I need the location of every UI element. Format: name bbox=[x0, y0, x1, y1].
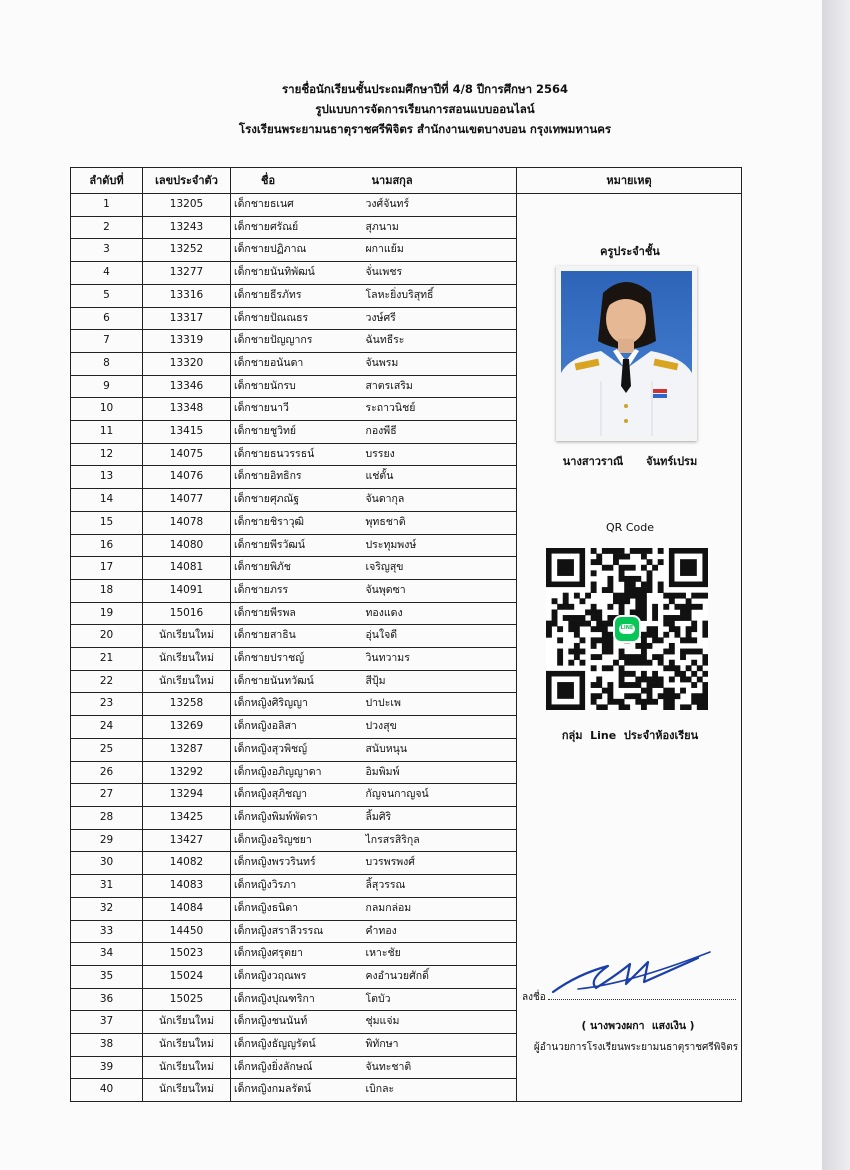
row-first-name: เด็กหญิงธนิดา bbox=[231, 897, 364, 920]
row-first-name: เด็กหญิงศรุตยา bbox=[231, 943, 364, 966]
row-no: 37 bbox=[71, 1011, 143, 1034]
row-student-id: 13252 bbox=[143, 239, 231, 262]
row-student-id: 13427 bbox=[143, 829, 231, 852]
qr-caption: กลุ่ม Line ประจำห้องเรียน bbox=[561, 729, 699, 742]
row-no: 23 bbox=[71, 693, 143, 716]
row-no: 1 bbox=[71, 194, 143, 217]
row-first-name: เด็กชายอนันดา bbox=[231, 352, 364, 375]
row-student-id: 13258 bbox=[143, 693, 231, 716]
row-no: 25 bbox=[71, 738, 143, 761]
row-no: 24 bbox=[71, 716, 143, 739]
row-no: 16 bbox=[71, 534, 143, 557]
row-first-name: เด็กชายศรัณย์ bbox=[231, 216, 364, 239]
row-first-name: เด็กหญิงวิรภา bbox=[231, 875, 364, 898]
row-student-id: 15025 bbox=[143, 988, 231, 1011]
header-name: ชื่อ bbox=[231, 168, 364, 194]
row-first-name: เด็กหญิงชนนันท์ bbox=[231, 1011, 364, 1034]
teacher-name: นางสาวราณี จันทร์เปรม bbox=[562, 455, 698, 468]
row-no: 33 bbox=[71, 920, 143, 943]
row-student-id: นักเรียนใหม่ bbox=[143, 1056, 231, 1079]
row-student-id: 13277 bbox=[143, 262, 231, 285]
row-no: 29 bbox=[71, 829, 143, 852]
row-no: 30 bbox=[71, 852, 143, 875]
header-remark: หมายเหตุ bbox=[517, 168, 742, 194]
row-surname: เบิกละ bbox=[364, 1079, 517, 1102]
row-no: 12 bbox=[71, 443, 143, 466]
row-first-name: เด็กชายพีรพล bbox=[231, 602, 364, 625]
row-student-id: นักเรียนใหม่ bbox=[143, 1079, 231, 1102]
line-logo-icon bbox=[613, 615, 641, 643]
row-student-id: 13316 bbox=[143, 284, 231, 307]
row-first-name: เด็กชายปัณณธร bbox=[231, 307, 364, 330]
row-no: 10 bbox=[71, 398, 143, 421]
row-no: 8 bbox=[71, 352, 143, 375]
row-surname: กัญจนกาญจน์ bbox=[364, 784, 517, 807]
header-id: เลขประจำตัว bbox=[143, 168, 231, 194]
row-student-id: 15024 bbox=[143, 965, 231, 988]
row-student-id: 14091 bbox=[143, 579, 231, 602]
row-surname: เหาะชัย bbox=[364, 943, 517, 966]
row-student-id: นักเรียนใหม่ bbox=[143, 648, 231, 671]
row-no: 15 bbox=[71, 511, 143, 534]
director-signature bbox=[548, 944, 718, 1004]
row-no: 26 bbox=[71, 761, 143, 784]
row-first-name: เด็กชายพีรวัฒน์ bbox=[231, 534, 364, 557]
row-surname: ฉันทธีระ bbox=[364, 330, 517, 353]
row-no: 18 bbox=[71, 579, 143, 602]
row-no: 27 bbox=[71, 784, 143, 807]
row-student-id: 13346 bbox=[143, 375, 231, 398]
row-no: 14 bbox=[71, 489, 143, 512]
table-row bbox=[71, 194, 742, 217]
row-surname: จันดากุล bbox=[364, 489, 517, 512]
row-surname: พุทธชาติ bbox=[364, 511, 517, 534]
row-surname: กลมกล่อม bbox=[364, 897, 517, 920]
row-first-name: เด็กหญิงพิมพ์พัดรา bbox=[231, 806, 364, 829]
signer-title: ผู้อำนวยการโรงเรียนพระยามนธาตุราชศรีพิจิตร bbox=[533, 1042, 739, 1053]
row-first-name: เด็กชายชูวิทย์ bbox=[231, 421, 364, 444]
row-surname: ทองแดง bbox=[364, 602, 517, 625]
header-no: ลำดับที่ bbox=[71, 168, 143, 194]
teacher-photo bbox=[556, 266, 697, 441]
row-first-name: เด็กชายปัญญากร bbox=[231, 330, 364, 353]
row-surname: โลหะยิ่งบริสุทธิ์ bbox=[364, 284, 517, 307]
row-first-name: เด็กหญิงพรวรินทร์ bbox=[231, 852, 364, 875]
row-student-id: นักเรียนใหม่ bbox=[143, 670, 231, 693]
row-surname: สนับหนุน bbox=[364, 738, 517, 761]
row-first-name: เด็กหญิงอริญชยา bbox=[231, 829, 364, 852]
row-surname: ผกาแย้ม bbox=[364, 239, 517, 262]
row-student-id: 13425 bbox=[143, 806, 231, 829]
row-surname: ระถาวนิชย์ bbox=[364, 398, 517, 421]
row-no: 36 bbox=[71, 988, 143, 1011]
row-no: 4 bbox=[71, 262, 143, 285]
row-student-id: 14076 bbox=[143, 466, 231, 489]
row-student-id: 14084 bbox=[143, 897, 231, 920]
row-first-name: เด็กชายสาธิน bbox=[231, 625, 364, 648]
row-surname: บวรพรพงศ์ bbox=[364, 852, 517, 875]
row-surname: แช่ตั้น bbox=[364, 466, 517, 489]
line-group-qr-code bbox=[546, 548, 708, 710]
row-first-name: เด็กหญิงยิ่งลักษณ์ bbox=[231, 1056, 364, 1079]
sign-label: ลงชื่อ bbox=[522, 992, 546, 1003]
row-no: 20 bbox=[71, 625, 143, 648]
row-student-id: 13292 bbox=[143, 761, 231, 784]
row-no: 40 bbox=[71, 1079, 143, 1102]
row-first-name: เด็กหญิงศิริญญา bbox=[231, 693, 364, 716]
row-first-name: เด็กชายภรร bbox=[231, 579, 364, 602]
qr-label: QR Code bbox=[606, 521, 654, 534]
row-no: 11 bbox=[71, 421, 143, 444]
row-first-name: เด็กชายนันทวัฒน์ bbox=[231, 670, 364, 693]
row-first-name: เด็กหญิงอลิสา bbox=[231, 716, 364, 739]
scan-edge bbox=[822, 0, 850, 1170]
row-no: 38 bbox=[71, 1034, 143, 1057]
row-no: 7 bbox=[71, 330, 143, 353]
row-surname: วินทวามร bbox=[364, 648, 517, 671]
row-student-id: นักเรียนใหม่ bbox=[143, 625, 231, 648]
row-no: 39 bbox=[71, 1056, 143, 1079]
row-student-id: 13269 bbox=[143, 716, 231, 739]
row-first-name: เด็กชายนันทิพัฒน์ bbox=[231, 262, 364, 285]
row-surname: ประทุมพงษ์ bbox=[364, 534, 517, 557]
row-surname: กองพีธี bbox=[364, 421, 517, 444]
row-first-name: เด็กหญิงสุวพิชญ์ bbox=[231, 738, 364, 761]
signature-line bbox=[548, 999, 736, 1000]
row-no: 32 bbox=[71, 897, 143, 920]
row-surname: คงอำนวยศักดิ์ bbox=[364, 965, 517, 988]
row-surname: วงษ์ศรี bbox=[364, 307, 517, 330]
row-no: 5 bbox=[71, 284, 143, 307]
row-first-name: เด็กชายชิราวุฒิ bbox=[231, 511, 364, 534]
row-first-name: เด็กชายปราชญ์ bbox=[231, 648, 364, 671]
row-first-name: เด็กหญิงธัญญรัตน์ bbox=[231, 1034, 364, 1057]
row-surname: โตบัว bbox=[364, 988, 517, 1011]
row-first-name: เด็กชายนักรบ bbox=[231, 375, 364, 398]
row-student-id: 14082 bbox=[143, 852, 231, 875]
row-no: 6 bbox=[71, 307, 143, 330]
row-surname: จันทะชาติ bbox=[364, 1056, 517, 1079]
row-first-name: เด็กชายอิทธิกร bbox=[231, 466, 364, 489]
row-student-id: นักเรียนใหม่ bbox=[143, 1011, 231, 1034]
teacher-portrait bbox=[561, 271, 692, 436]
row-student-id: 14081 bbox=[143, 557, 231, 580]
row-surname: จันพรม bbox=[364, 352, 517, 375]
row-surname: คำทอง bbox=[364, 920, 517, 943]
teacher-caption: ครูประจำชั้น bbox=[600, 245, 660, 258]
row-surname: พิทักษา bbox=[364, 1034, 517, 1057]
row-no: 13 bbox=[71, 466, 143, 489]
row-surname: อิมพิมพ์ bbox=[364, 761, 517, 784]
row-student-id: 14080 bbox=[143, 534, 231, 557]
row-first-name: เด็กชายศุภณัฐ bbox=[231, 489, 364, 512]
row-student-id: 14450 bbox=[143, 920, 231, 943]
row-student-id: 13294 bbox=[143, 784, 231, 807]
row-student-id: 15016 bbox=[143, 602, 231, 625]
row-student-id: 13348 bbox=[143, 398, 231, 421]
row-surname: จันพุดซา bbox=[364, 579, 517, 602]
row-student-id: 14075 bbox=[143, 443, 231, 466]
row-no: 3 bbox=[71, 239, 143, 262]
row-student-id: 14077 bbox=[143, 489, 231, 512]
row-no: 2 bbox=[71, 216, 143, 239]
row-first-name: เด็กหญิงปุณฑริกา bbox=[231, 988, 364, 1011]
row-surname: สีปุ้ม bbox=[364, 670, 517, 693]
header-surname: นามสกุล bbox=[364, 168, 517, 194]
row-first-name: เด็กหญิงวฤณพร bbox=[231, 965, 364, 988]
row-first-name: เด็กชายธเนศ bbox=[231, 194, 364, 217]
row-surname: อุ่นใจดี bbox=[364, 625, 517, 648]
row-surname: บรรยง bbox=[364, 443, 517, 466]
row-student-id: 13320 bbox=[143, 352, 231, 375]
row-surname: ลิ้มศิริ bbox=[364, 806, 517, 829]
row-surname: ชุ่มแจ่ม bbox=[364, 1011, 517, 1034]
row-first-name: เด็กชายพิภัช bbox=[231, 557, 364, 580]
row-student-id: 13205 bbox=[143, 194, 231, 217]
row-student-id: 15023 bbox=[143, 943, 231, 966]
row-surname: วงศ์จันทร์ bbox=[364, 194, 517, 217]
row-surname: ลิ้สุวรรณ bbox=[364, 875, 517, 898]
row-no: 31 bbox=[71, 875, 143, 898]
row-first-name: เด็กชายธีรภัทร bbox=[231, 284, 364, 307]
row-first-name: เด็กหญิงอภิญญาดา bbox=[231, 761, 364, 784]
row-student-id: 13415 bbox=[143, 421, 231, 444]
row-first-name: เด็กชายปฏิภาณ bbox=[231, 239, 364, 262]
row-student-id: 14083 bbox=[143, 875, 231, 898]
line-logo-text: LINE bbox=[620, 625, 634, 631]
row-first-name: เด็กหญิงสราลีวรรณ bbox=[231, 920, 364, 943]
row-no: 35 bbox=[71, 965, 143, 988]
table-header-row bbox=[71, 168, 742, 194]
row-no: 22 bbox=[71, 670, 143, 693]
row-student-id: นักเรียนใหม่ bbox=[143, 1034, 231, 1057]
row-no: 34 bbox=[71, 943, 143, 966]
row-first-name: เด็กหญิงสุภิชญา bbox=[231, 784, 364, 807]
row-surname: ปวงสุข bbox=[364, 716, 517, 739]
document-subtitle: รูปแบบการจัดการเรียนการสอนแบบออนไลน์ bbox=[315, 102, 535, 116]
row-student-id: 13243 bbox=[143, 216, 231, 239]
row-student-id: 13287 bbox=[143, 738, 231, 761]
school-name: โรงเรียนพระยามนธาตุราชศรีพิจิตร สำนักงานเขตบางบอน กรุงเทพมหานคร bbox=[238, 122, 612, 136]
row-first-name: เด็กชายธนวรรธน์ bbox=[231, 443, 364, 466]
row-surname: จั่นเพชร bbox=[364, 262, 517, 285]
row-surname: ปาปะเพ bbox=[364, 693, 517, 716]
row-surname: สุภนาม bbox=[364, 216, 517, 239]
row-surname: สาตรเสริม bbox=[364, 375, 517, 398]
row-first-name: เด็กหญิงกมลรัตน์ bbox=[231, 1079, 364, 1102]
row-no: 21 bbox=[71, 648, 143, 671]
row-student-id: 13319 bbox=[143, 330, 231, 353]
row-surname: เจริญสุข bbox=[364, 557, 517, 580]
row-surname: ไกรสรสิริกุล bbox=[364, 829, 517, 852]
row-student-id: 13317 bbox=[143, 307, 231, 330]
row-no: 9 bbox=[71, 375, 143, 398]
row-first-name: เด็กชายนาวี bbox=[231, 398, 364, 421]
signer-name: ( นางพวงผกา แสงเงิน ) bbox=[581, 1020, 695, 1032]
row-student-id: 14078 bbox=[143, 511, 231, 534]
row-no: 17 bbox=[71, 557, 143, 580]
row-no: 19 bbox=[71, 602, 143, 625]
row-no: 28 bbox=[71, 806, 143, 829]
document-title: รายชื่อนักเรียนชั้นประถมศึกษาปีที่ 4/8 ปีการศึกษา 2564 bbox=[281, 82, 569, 96]
